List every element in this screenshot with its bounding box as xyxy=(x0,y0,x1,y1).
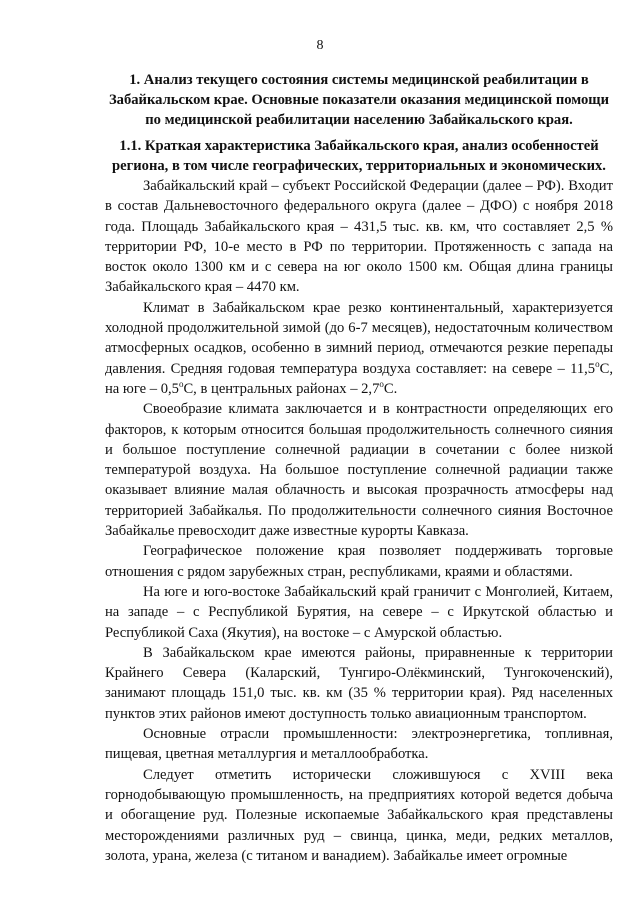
temp-south-text: С, на юге – 0,5 xyxy=(105,360,613,397)
temp-end-text: С. xyxy=(383,380,398,397)
subsection-heading: 1.1. Краткая характеристика Забайкальского края, анализ особенностей региона, в том числе географических, территориальных и экономических. xyxy=(112,138,606,174)
paragraph-5: На юге и юго-востоке Забайкальский край граничит с Монголией, Китаем, на западе – с Республикой Бурятия, на севере – с Иркутской областью и Республикой Саха (Якутия), на востоке – с Амурской областью. xyxy=(105,583,613,641)
section-heading: 1. Анализ текущего состояния системы медицинской реабилитации в Забайкальском крае. Основные показатели оказания медицинской помощи по медицинской реабилитации населению Забайкальского края. xyxy=(108,72,610,128)
degree-sign: o xyxy=(595,358,600,369)
paragraph-2 xyxy=(105,298,613,399)
paragraph-6: В Забайкальском крае имеются районы, приравненные к территории Крайнего Севера (Каларский, Тунгиро-Олёкминский, Тунгокоченский), занимают площадь 151,0 тыс. кв. км (35 % территории края). Ряд населенных пунктов этих районов имеют доступность только авиационным транспортом. xyxy=(105,644,613,722)
document-body xyxy=(105,70,613,866)
paragraph-7: Основные отрасли промышленности: электроэнергетика, топливная, пищевая, цветная металлургия и металлообработка. xyxy=(105,726,613,763)
degree-sign: o xyxy=(178,379,184,390)
page-number: 8 xyxy=(316,38,324,53)
temp-central-text: С, в центральных районах – 2,7 xyxy=(183,380,380,397)
paragraph-2-text: Климат в Забайкальском крае резко континентальный, характеризуется холодной продолжительной зимой (до 6-7 месяцев), недостаточным количеством атмосферных осадков, особенно в зимний период, отмечаются резкие перепады давления. Средняя годовая температура воздуха составляет: на севере – 11,5 xyxy=(105,299,613,377)
degree-sign: o xyxy=(379,379,384,390)
paragraph-4: Географическое положение края позволяет поддерживать торговые отношения с рядом зарубежных стран, республиками, краями и областями. xyxy=(105,543,613,580)
paragraph-1: Забайкальский край – субъект Российской Федерации (далее – РФ). Входит в состав Дальневосточного федерального округа (далее – ДФО) с ноября 2018 года. Площадь Забайкальского края – 431,5 тыс. кв. км, что составляет 2,5 % территории РФ, 10-е место в РФ по территории. Протяженность с запада на восток около 1300 км и с севера на юг около 1500 км. Общая длина границы Забайкальского края – 4470 км. xyxy=(105,178,613,296)
paragraph-8: Следует отметить исторически сложившуюся с XVIII века горнодобывающую промышленность, на предприятиях которой ведется добыча и обогащение руд. Полезные ископаемые Забайкальского края представлены месторождениями различных руд – свинца, цинка, меди, редких металлов, золота, урана, железа (с титаном и ванадием). Забайкалье имеет огромные xyxy=(105,766,613,864)
paragraph-3: Своеобразие климата заключается и в контрастности определяющих его факторов, к которым относится большая продолжительность солнечного сияния и большое поступление солнечной радиации в сочетании с более низкой температурой воздуха. На большое поступление солнечной радиации также оказывает влияние малая облачность и высокая прозрачность атмосферы над территорией Забайкалья. По продолжительности солнечного сияния Восточное Забайкалье превосходит даже известные курорты Кавказа. xyxy=(105,401,613,540)
